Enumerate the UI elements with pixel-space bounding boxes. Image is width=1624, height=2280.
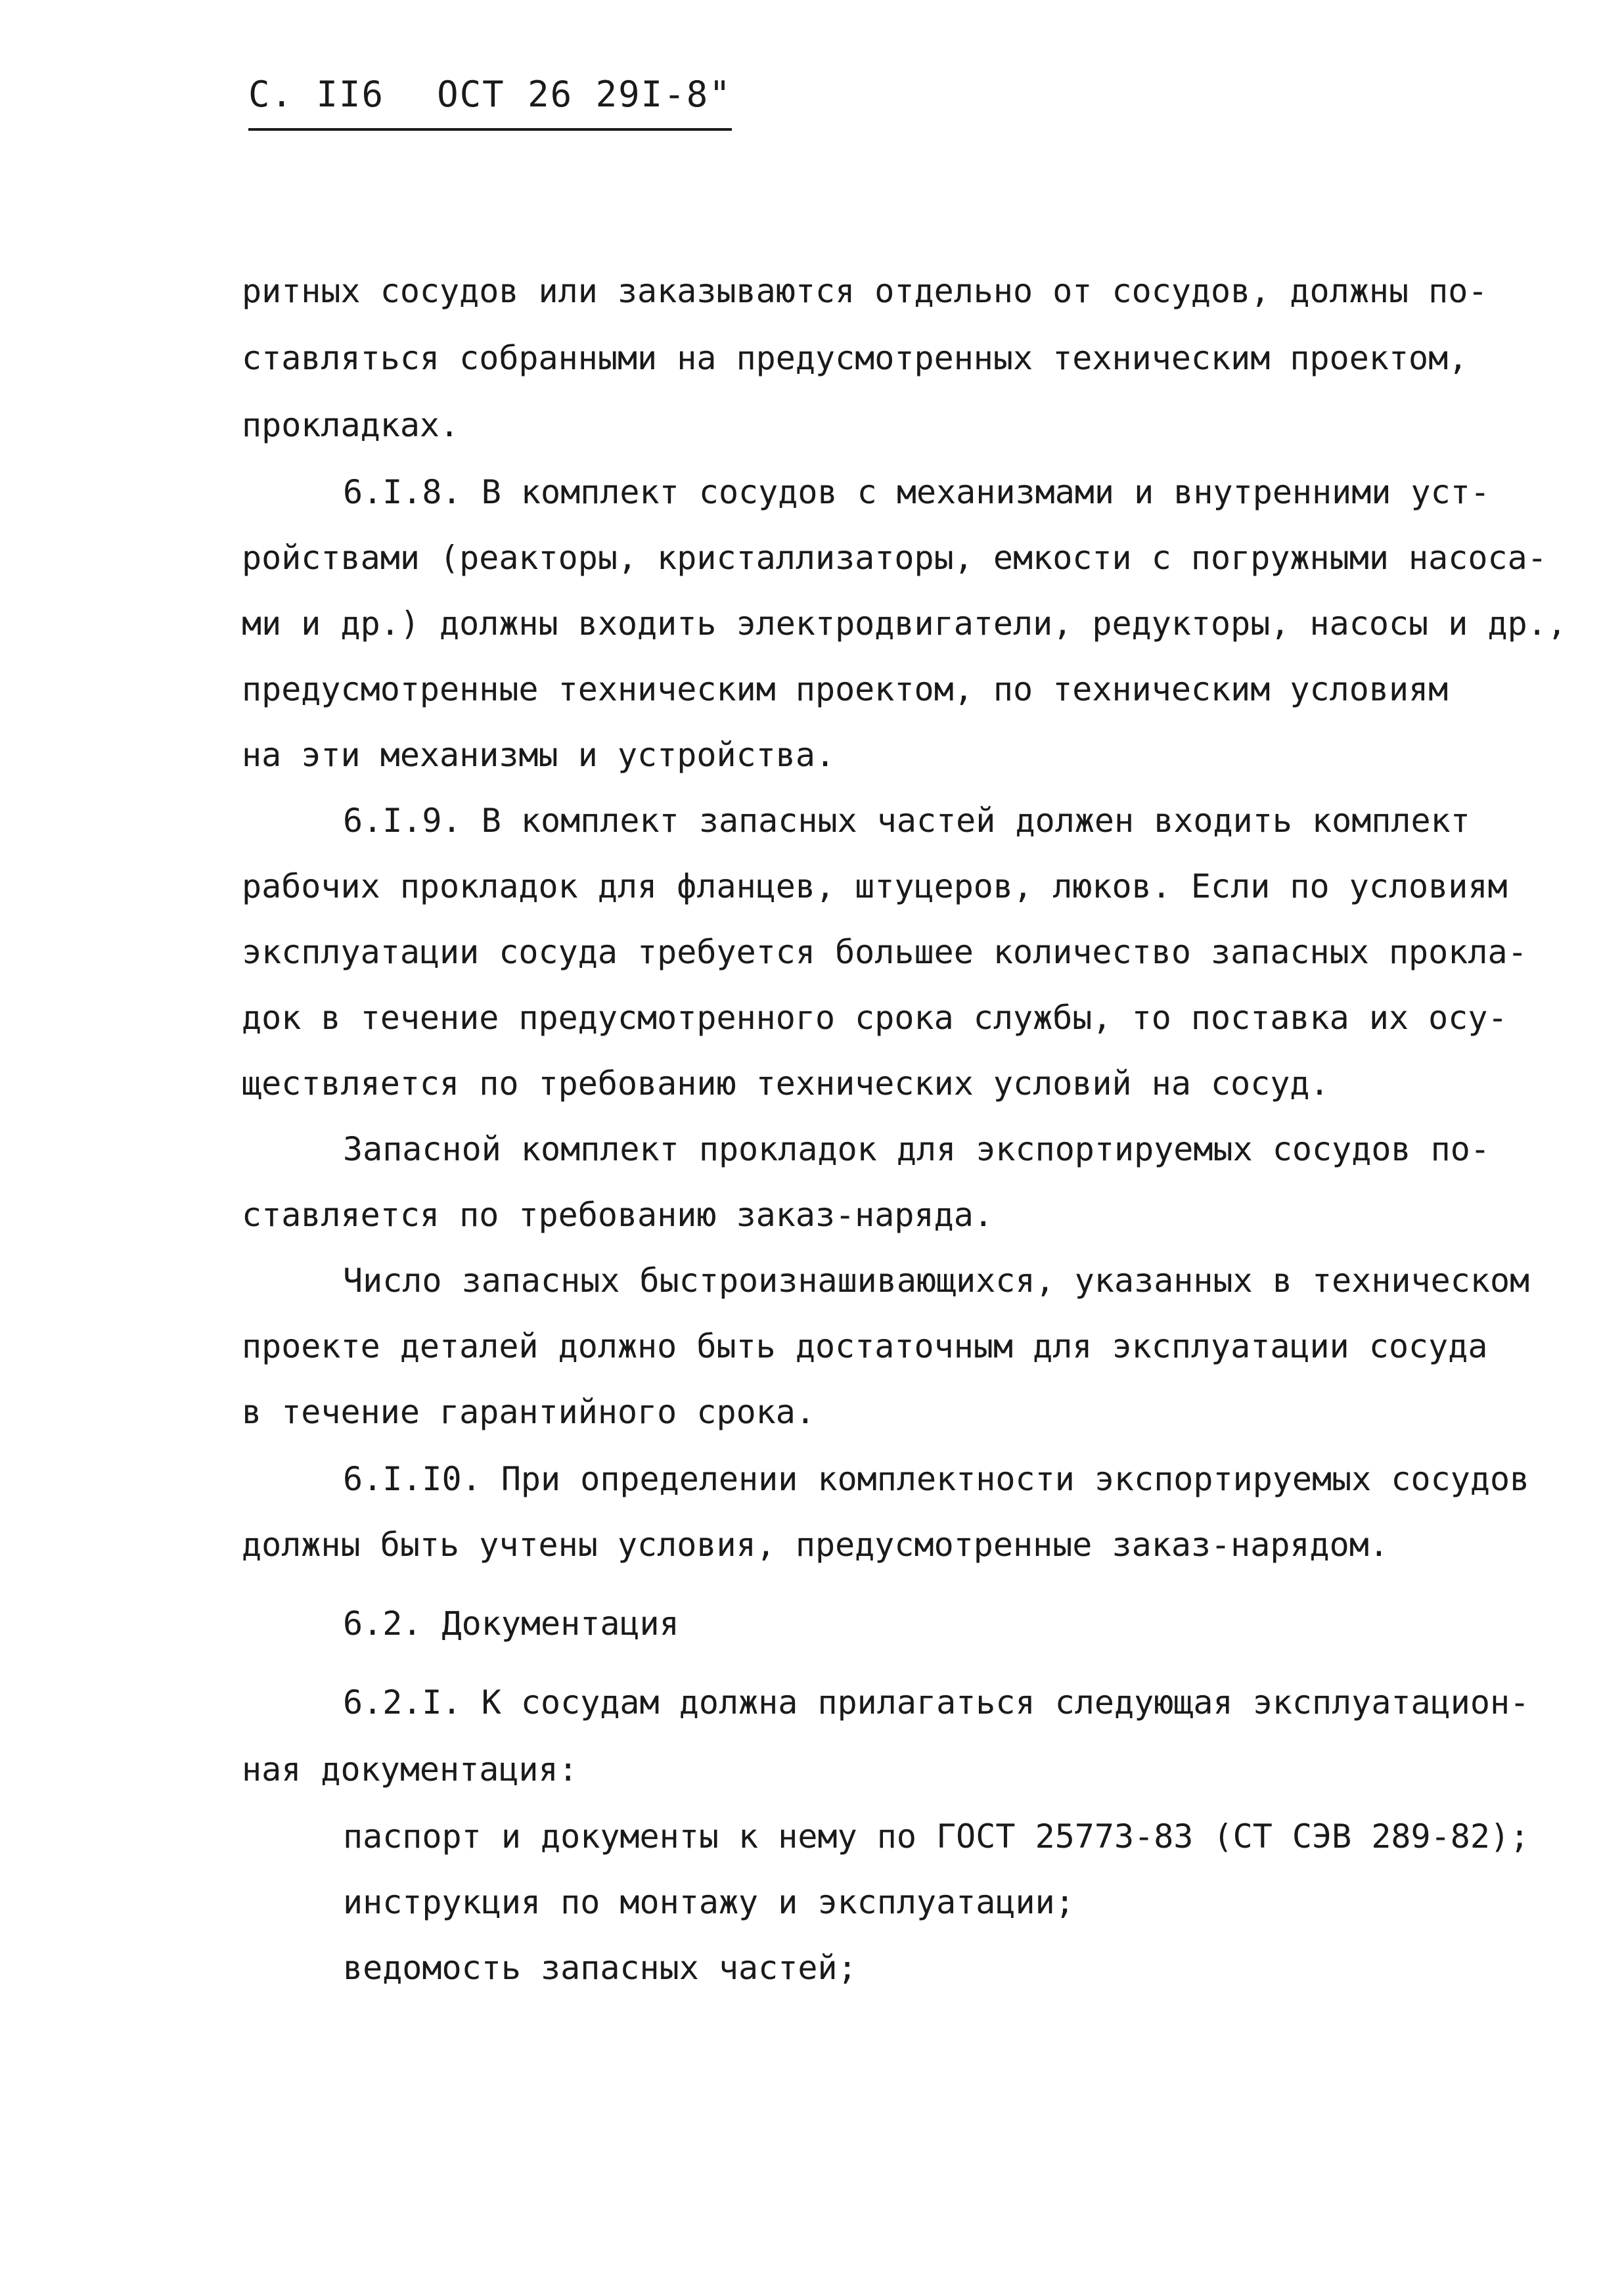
text-line: 6.2.I. К сосудам должна прилагаться следующая эксплуатацион- [343, 1683, 1530, 1721]
text-line: док в течение предусмотренного срока службы, то поставка их осу- [242, 999, 1508, 1037]
text-line: 6.I.I0. При определении комплектности экспортируемых сосудов [343, 1460, 1530, 1498]
text-line: предусмотренные техническим проектом, по техническим условиям [242, 670, 1449, 708]
text-line: ная документация: [242, 1750, 578, 1789]
page-header [248, 74, 732, 131]
list-item: инструкция по монтажу и эксплуатации; [343, 1883, 1075, 1921]
text-line: ставляться собранными на предусмотренных техническим проектом, [242, 339, 1468, 377]
text-line: прокладках. [242, 406, 460, 444]
text-line: ройствами (реакторы, кристаллизаторы, емкости с погружными насоса- [242, 539, 1547, 577]
list-item: ведомость запасных частей; [343, 1949, 857, 1987]
text-line: эксплуатации сосуда требуется большее количество запасных прокла- [242, 933, 1527, 971]
text-line: должны быть учтены условия, предусмотренные заказ-нарядом. [242, 1526, 1389, 1564]
text-line: Число запасных быстроизнашивающихся, указанных в техническом [343, 1262, 1530, 1300]
page-number: С. II6 [248, 74, 385, 115]
text-line: проекте деталей должно быть достаточным для эксплуатации сосуда [242, 1327, 1488, 1365]
text-line: Запасной комплект прокладок для экспортируемых сосудов по- [343, 1130, 1490, 1168]
text-line: ществляется по требованию технических условий на сосуд. [242, 1064, 1330, 1103]
standard-code: ОСТ 26 29I-8" [437, 74, 732, 115]
text-line: 6.I.9. В комплект запасных частей должен входить комплект [343, 802, 1470, 840]
list-item: паспорт и документы к нему по ГОСТ 25773-83 (СТ СЭВ 289-82); [343, 1817, 1530, 1856]
text-line: ставляется по требованию заказ-наряда. [242, 1196, 993, 1234]
text-line: в течение гарантийного срока. [242, 1393, 815, 1431]
text-line: 6.I.8. В комплект сосудов с механизмами и внутренними уст- [343, 473, 1490, 511]
text-line: рабочих прокладок для фланцев, штуцеров, люков. Если по условиям [242, 867, 1508, 905]
text-line: ми и др.) должны входить электродвигатели, редукторы, насосы и др., [242, 604, 1567, 643]
text-line: на эти механизмы и устройства. [242, 736, 836, 774]
section-heading: 6.2. Документация [343, 1605, 679, 1643]
text-line: ритных сосудов или заказываются отдельно от сосудов, должны по- [242, 272, 1488, 310]
